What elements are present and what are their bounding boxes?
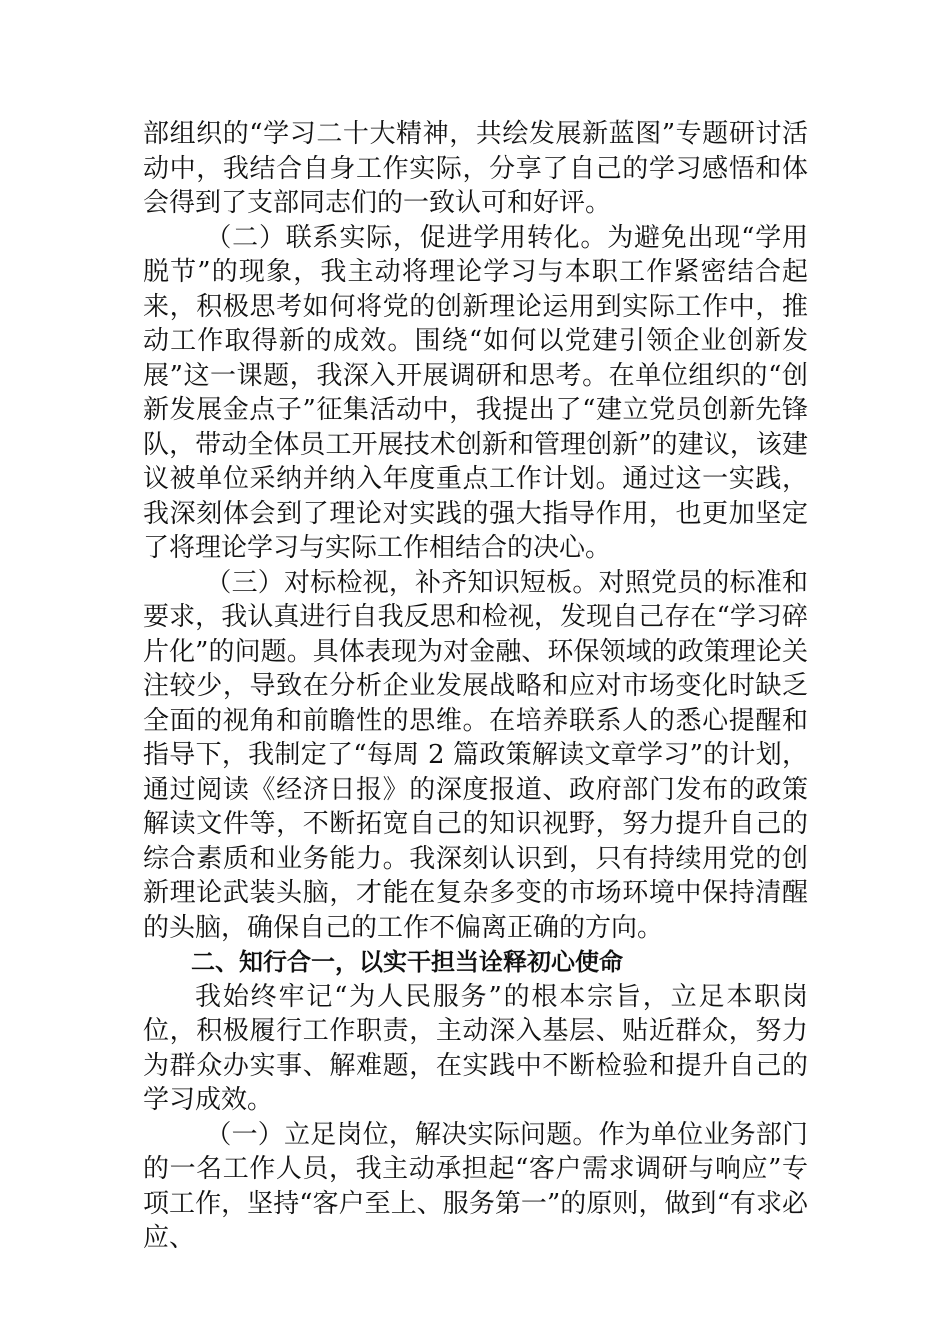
paragraph-subsection-2: （二）联系实际，促进学用转化。为避免出现“学用脱节”的现象，我主动将理论学习与本职工作紧密结合起来，积极思考如何将党的创新理论运用到实际工作中，推动工作取得新的成效。围绕“如何以党建引领企业创新发展”这一课题，我深入开展调研和思考。在单位组织的“创新发展金点子”征集活动中，我提出了“建立党员创新先锋队，带动全体员工开展技术创新和管理创新”的建议，该建议被单位采纳并纳入年度重点工作计划。通过这一实践，我深刻体会到了理论对实践的强大指导作用，也更加坚定了将理论学习与实际工作相结合的决心。 bbox=[143, 222, 808, 563]
paragraph-subsection-3: （三）对标检视，补齐知识短板。对照党员的标准和要求，我认真进行自我反思和检视，发现自己存在“学习碎片化”的问题。具体表现为对金融、环保领域的政策理论关注较少，导致在分析企业发展战略和应对市场变化时缺乏全面的视角和前瞻性的思维。在培养联系人的悉心提醒和指导下，我制定了“每周 2 篇政策解读文章学习”的计划，通过阅读《经济日报》的深度报道、政府部门发布的政策解读文件等，不断拓宽自己的知识视野，努力提升自己的综合素质和业务能力。我深刻认识到，只有持续用党的创新理论武装头脑，才能在复杂多变的市场环境中保持清醒的头脑，确保自己的工作不偏离正确的方向。 bbox=[143, 567, 808, 943]
paragraph-subsection-1: （一）立足岗位，解决实际问题。作为单位业务部门的一名工作人员，我主动承担起“客户需求调研与响应”专项工作，坚持“客户至上、服务第一”的原则，做到“有求必应、 bbox=[143, 1119, 808, 1253]
section-heading: 二、知行合一，以实干担当诠释初心使命 bbox=[191, 948, 623, 976]
document-page bbox=[143, 117, 808, 1256]
paragraph-body: 我始终牢记“为人民服务”的根本宗旨，立足本职岗位，积极履行工作职责，主动深入基层、贴近群众，努力为群众办实事、解难题，在实践中不断检验和提升自己的学习成效。 bbox=[143, 981, 808, 1115]
paragraph-continuation: 部组织的“学习二十大精神，共绘发展新蓝图”专题研讨活动中，我结合自身工作实际，分享了自己的学习感悟和体会得到了支部同志们的一致认可和好评。 bbox=[143, 119, 808, 218]
